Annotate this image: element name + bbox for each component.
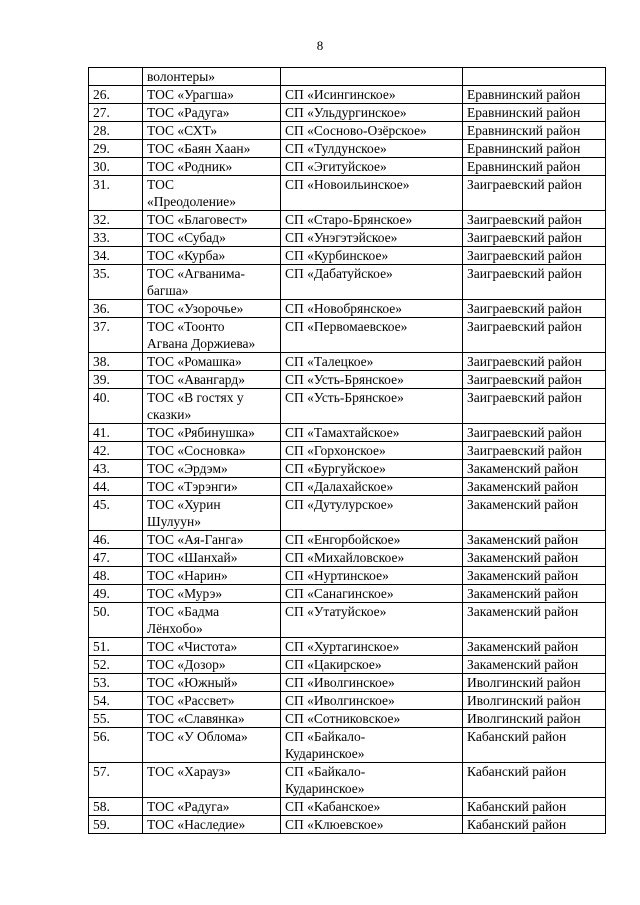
tos-name-cell: ТОС «Радуга» bbox=[143, 798, 281, 816]
tos-name-cell: ТОС «СХТ» bbox=[143, 122, 281, 140]
row-number-cell: 38. bbox=[89, 353, 143, 371]
table-row bbox=[89, 211, 606, 229]
page-number: 8 bbox=[316, 38, 324, 53]
settlement-cell bbox=[281, 68, 463, 86]
table-row bbox=[89, 318, 606, 353]
settlement-cell: СП «Енгорбойское» bbox=[281, 531, 463, 549]
settlement-cell: СП «Курбинское» bbox=[281, 247, 463, 265]
district-cell: Кабанский район bbox=[463, 798, 606, 816]
tos-name-cell: ТОС «Сосновка» bbox=[143, 442, 281, 460]
table-row bbox=[89, 798, 606, 816]
table-row bbox=[89, 603, 606, 638]
district-cell: Еравнинский район bbox=[463, 140, 606, 158]
settlement-cell: СП «Горхонское» bbox=[281, 442, 463, 460]
tos-name-cell: ТОС «Радуга» bbox=[143, 104, 281, 122]
table-row bbox=[89, 300, 606, 318]
row-number-cell: 40. bbox=[89, 389, 143, 424]
tos-name-cell: ТОС «Бадма Лёнхобо» bbox=[143, 603, 281, 638]
row-number-cell: 28. bbox=[89, 122, 143, 140]
tos-name-cell: ТОС «Авангард» bbox=[143, 371, 281, 389]
table-row bbox=[89, 353, 606, 371]
row-number-cell: 52. bbox=[89, 656, 143, 674]
settlement-cell: СП «Бургуйское» bbox=[281, 460, 463, 478]
tos-name-cell: ТОС «Урагша» bbox=[143, 86, 281, 104]
district-cell: Кабанский район bbox=[463, 728, 606, 763]
tos-name-cell: ТОС «Южный» bbox=[143, 674, 281, 692]
settlement-cell: СП «Сосново-Озёрское» bbox=[281, 122, 463, 140]
tos-table-body bbox=[89, 68, 606, 834]
settlement-cell: СП «Тулдунское» bbox=[281, 140, 463, 158]
tos-name-cell: ТОС «Шанхай» bbox=[143, 549, 281, 567]
table-row bbox=[89, 710, 606, 728]
table-row bbox=[89, 816, 606, 834]
tos-name-cell: ТОС «Хурин Шулуун» bbox=[143, 496, 281, 531]
table-row bbox=[89, 549, 606, 567]
settlement-cell: СП «Тамахтайское» bbox=[281, 424, 463, 442]
district-cell: Закаменский район bbox=[463, 656, 606, 674]
settlement-cell: СП «Новоильинское» bbox=[281, 176, 463, 211]
table-row bbox=[89, 478, 606, 496]
row-number-cell: 44. bbox=[89, 478, 143, 496]
tos-name-cell: ТОС «Чистота» bbox=[143, 638, 281, 656]
settlement-cell: СП «Михайловское» bbox=[281, 549, 463, 567]
table-row bbox=[89, 656, 606, 674]
table-row bbox=[89, 531, 606, 549]
tos-name-cell: ТОС «Узорочье» bbox=[143, 300, 281, 318]
settlement-cell: СП «Иволгинское» bbox=[281, 674, 463, 692]
table-row bbox=[89, 389, 606, 424]
settlement-cell: СП «Первомаевское» bbox=[281, 318, 463, 353]
district-cell: Еравнинский район bbox=[463, 122, 606, 140]
tos-name-cell: ТОС «Ая-Ганга» bbox=[143, 531, 281, 549]
tos-name-cell: ТОС «Дозор» bbox=[143, 656, 281, 674]
district-cell: Заиграевский район bbox=[463, 247, 606, 265]
row-number-cell: 53. bbox=[89, 674, 143, 692]
settlement-cell: СП «Утатуйское» bbox=[281, 603, 463, 638]
tos-name-cell: ТОС «Курба» bbox=[143, 247, 281, 265]
tos-name-cell: ТОС «Баян Хаан» bbox=[143, 140, 281, 158]
row-number-cell: 50. bbox=[89, 603, 143, 638]
row-number-cell: 27. bbox=[89, 104, 143, 122]
row-number-cell: 45. bbox=[89, 496, 143, 531]
district-cell: Закаменский район bbox=[463, 603, 606, 638]
district-cell: Кабанский район bbox=[463, 763, 606, 798]
settlement-cell: СП «Хуртагинское» bbox=[281, 638, 463, 656]
district-cell: Иволгинский район bbox=[463, 674, 606, 692]
district-cell: Закаменский район bbox=[463, 478, 606, 496]
district-cell: Заиграевский район bbox=[463, 424, 606, 442]
row-number-cell: 34. bbox=[89, 247, 143, 265]
table-row bbox=[89, 460, 606, 478]
tos-table bbox=[88, 67, 606, 834]
district-cell: Заиграевский район bbox=[463, 353, 606, 371]
settlement-cell: СП «Сотниковское» bbox=[281, 710, 463, 728]
settlement-cell: СП «Далахайское» bbox=[281, 478, 463, 496]
table-row bbox=[89, 638, 606, 656]
table-row bbox=[89, 140, 606, 158]
tos-name-cell: ТОС «Мурэ» bbox=[143, 585, 281, 603]
settlement-cell: СП «Байкало- Кударинское» bbox=[281, 763, 463, 798]
table-row bbox=[89, 247, 606, 265]
table-row bbox=[89, 585, 606, 603]
row-number-cell: 30. bbox=[89, 158, 143, 176]
row-number-cell: 56. bbox=[89, 728, 143, 763]
tos-name-cell: ТОС «Наследие» bbox=[143, 816, 281, 834]
row-number-cell: 43. bbox=[89, 460, 143, 478]
settlement-cell: СП «Клюевское» bbox=[281, 816, 463, 834]
tos-name-cell: волонтеры» bbox=[143, 68, 281, 86]
table-row bbox=[89, 122, 606, 140]
row-number-cell: 39. bbox=[89, 371, 143, 389]
district-cell: Закаменский район bbox=[463, 638, 606, 656]
row-number-cell: 54. bbox=[89, 692, 143, 710]
settlement-cell: СП «Санагинское» bbox=[281, 585, 463, 603]
district-cell: Закаменский район bbox=[463, 460, 606, 478]
settlement-cell: СП «Усть-Брянское» bbox=[281, 389, 463, 424]
row-number-cell: 51. bbox=[89, 638, 143, 656]
district-cell: Закаменский район bbox=[463, 496, 606, 531]
district-cell: Еравнинский район bbox=[463, 158, 606, 176]
settlement-cell: СП «Кабанское» bbox=[281, 798, 463, 816]
table-row bbox=[89, 158, 606, 176]
row-number-cell: 29. bbox=[89, 140, 143, 158]
row-number-cell: 36. bbox=[89, 300, 143, 318]
tos-name-cell: ТОС «Тэрэнги» bbox=[143, 478, 281, 496]
district-cell: Иволгинский район bbox=[463, 692, 606, 710]
row-number-cell: 58. bbox=[89, 798, 143, 816]
district-cell: Заиграевский район bbox=[463, 300, 606, 318]
tos-name-cell: ТОС «Славянка» bbox=[143, 710, 281, 728]
table-row bbox=[89, 567, 606, 585]
settlement-cell: СП «Цакирское» bbox=[281, 656, 463, 674]
row-number-cell: 41. bbox=[89, 424, 143, 442]
district-cell: Заиграевский район bbox=[463, 389, 606, 424]
district-cell: Еравнинский район bbox=[463, 86, 606, 104]
district-cell: Кабанский район bbox=[463, 816, 606, 834]
table-row bbox=[89, 176, 606, 211]
settlement-cell: СП «Исингинское» bbox=[281, 86, 463, 104]
district-cell bbox=[463, 68, 606, 86]
row-number-cell: 59. bbox=[89, 816, 143, 834]
row-number-cell: 57. bbox=[89, 763, 143, 798]
settlement-cell: СП «Ульдургинское» bbox=[281, 104, 463, 122]
tos-name-cell: ТОС «Агванима- багша» bbox=[143, 265, 281, 300]
settlement-cell: СП «Нуртинское» bbox=[281, 567, 463, 585]
table-row bbox=[89, 442, 606, 460]
row-number-cell: 42. bbox=[89, 442, 143, 460]
settlement-cell: СП «Новобрянское» bbox=[281, 300, 463, 318]
settlement-cell: СП «Эгитуйское» bbox=[281, 158, 463, 176]
tos-name-cell: ТОС «Преодоление» bbox=[143, 176, 281, 211]
district-cell: Закаменский район bbox=[463, 567, 606, 585]
row-number-cell: 31. bbox=[89, 176, 143, 211]
tos-name-cell: ТОС «Харауз» bbox=[143, 763, 281, 798]
table-row bbox=[89, 265, 606, 300]
table-row bbox=[89, 496, 606, 531]
settlement-cell: СП «Усть-Брянское» bbox=[281, 371, 463, 389]
district-cell: Иволгинский район bbox=[463, 710, 606, 728]
table-row bbox=[89, 371, 606, 389]
district-cell: Заиграевский район bbox=[463, 318, 606, 353]
district-cell: Заиграевский район bbox=[463, 229, 606, 247]
tos-name-cell: ТОС «Рябинушка» bbox=[143, 424, 281, 442]
table-row bbox=[89, 763, 606, 798]
table-row bbox=[89, 86, 606, 104]
table-row bbox=[89, 674, 606, 692]
row-number-cell: 26. bbox=[89, 86, 143, 104]
district-cell: Заиграевский район bbox=[463, 265, 606, 300]
tos-name-cell: ТОС «Ромашка» bbox=[143, 353, 281, 371]
settlement-cell: СП «Дабатуйское» bbox=[281, 265, 463, 300]
district-cell: Закаменский район bbox=[463, 585, 606, 603]
row-number-cell: 32. bbox=[89, 211, 143, 229]
settlement-cell: СП «Байкало- Кударинское» bbox=[281, 728, 463, 763]
row-number-cell bbox=[89, 68, 143, 86]
row-number-cell: 46. bbox=[89, 531, 143, 549]
table-row bbox=[89, 692, 606, 710]
tos-name-cell: ТОС «У Облома» bbox=[143, 728, 281, 763]
district-cell: Закаменский район bbox=[463, 531, 606, 549]
table-row bbox=[89, 728, 606, 763]
district-cell: Заиграевский район bbox=[463, 442, 606, 460]
tos-name-cell: ТОС «Благовест» bbox=[143, 211, 281, 229]
settlement-cell: СП «Иволгинское» bbox=[281, 692, 463, 710]
table-row bbox=[89, 68, 606, 86]
settlement-cell: СП «Талецкое» bbox=[281, 353, 463, 371]
row-number-cell: 35. bbox=[89, 265, 143, 300]
district-cell: Заиграевский район bbox=[463, 176, 606, 211]
table-row bbox=[89, 229, 606, 247]
tos-name-cell: ТОС «Нарин» bbox=[143, 567, 281, 585]
settlement-cell: СП «Дутулурское» bbox=[281, 496, 463, 531]
tos-name-cell: ТОС «Субад» bbox=[143, 229, 281, 247]
tos-name-cell: ТОС «Тоонто Агвана Доржиева» bbox=[143, 318, 281, 353]
row-number-cell: 55. bbox=[89, 710, 143, 728]
district-cell: Еравнинский район bbox=[463, 104, 606, 122]
table-row bbox=[89, 424, 606, 442]
district-cell: Заиграевский район bbox=[463, 211, 606, 229]
tos-name-cell: ТОС «Эрдэм» bbox=[143, 460, 281, 478]
settlement-cell: СП «Унэгэтэйское» bbox=[281, 229, 463, 247]
row-number-cell: 48. bbox=[89, 567, 143, 585]
table-row bbox=[89, 104, 606, 122]
district-cell: Заиграевский район bbox=[463, 371, 606, 389]
row-number-cell: 49. bbox=[89, 585, 143, 603]
settlement-cell: СП «Старо-Брянское» bbox=[281, 211, 463, 229]
tos-name-cell: ТОС «В гостях у сказки» bbox=[143, 389, 281, 424]
row-number-cell: 37. bbox=[89, 318, 143, 353]
tos-name-cell: ТОС «Родник» bbox=[143, 158, 281, 176]
row-number-cell: 47. bbox=[89, 549, 143, 567]
row-number-cell: 33. bbox=[89, 229, 143, 247]
tos-name-cell: ТОС «Рассвет» bbox=[143, 692, 281, 710]
district-cell: Закаменский район bbox=[463, 549, 606, 567]
